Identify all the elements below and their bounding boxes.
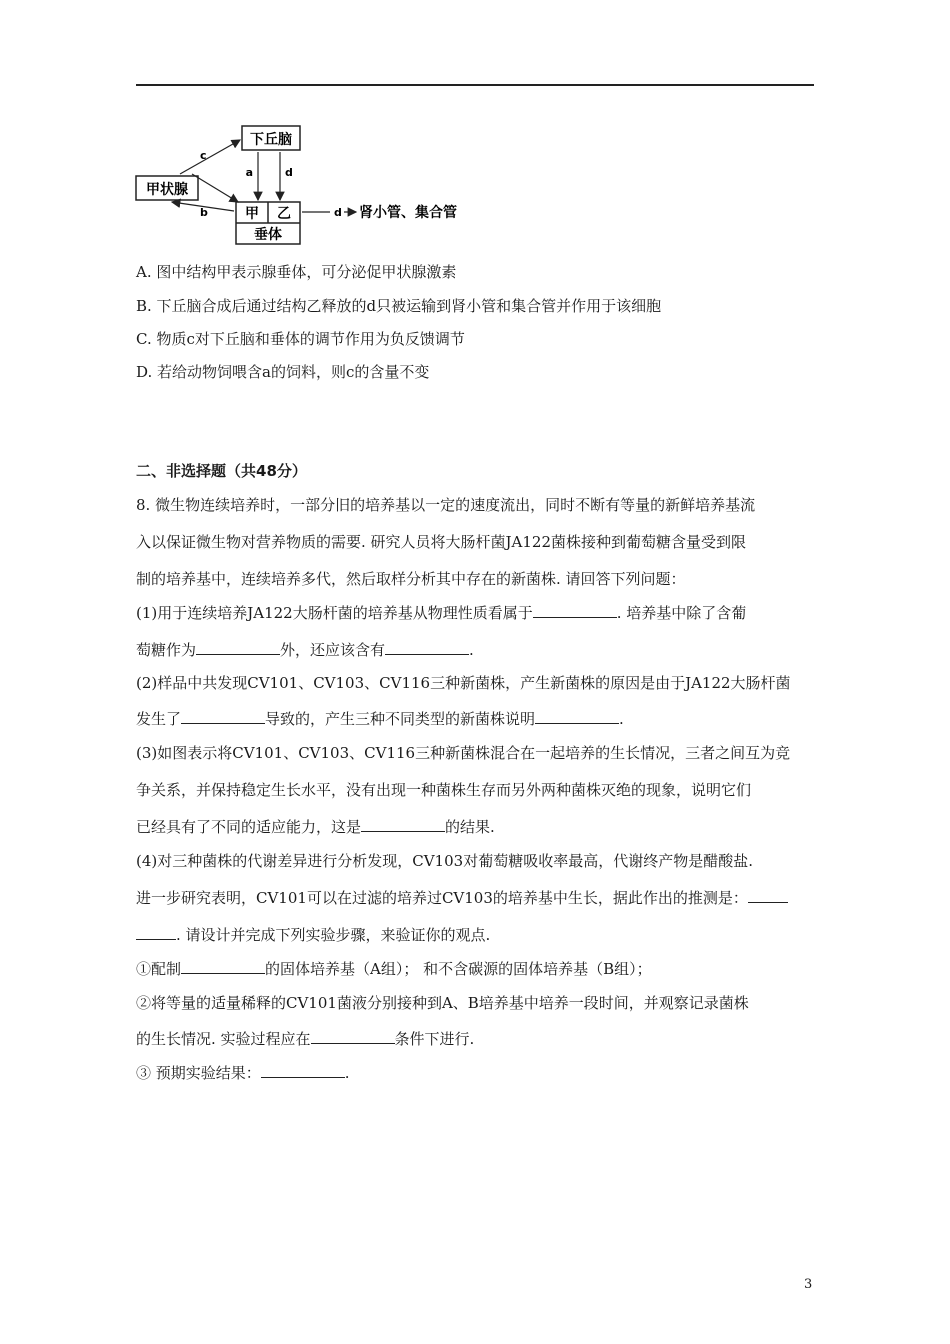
answer-blank[interactable] [385,640,469,655]
hormone-regulation-diagram [130,118,490,258]
label-d-right: d [334,206,342,219]
q8-part1-line1: (1)用于连续培养JA122大肠杆菌的培养基从物理性质看属于 . 培养基中除了含葡 [136,604,747,622]
answer-blank[interactable] [181,959,265,974]
answer-blank[interactable] [181,709,265,724]
answer-blank[interactable] [535,709,619,724]
label-b: b [200,206,208,219]
option-c: C. 物质c对下丘脑和垂体的调节作用为负反馈调节 [136,330,465,348]
option-a: A. 图中结构甲表示腺垂体，可分泌促甲状腺激素 [136,263,457,281]
q8-part3-line2: 争关系，并保持稳定生长水平，没有出现一种菌株生存而另外两种菌株灭绝的现象，说明它们 [136,781,752,799]
q8-part3-line1: (3)如图表示将CV101、CV103、CV116三种新菌株混合在一起培养的生长情况，三者之间互为竞 [136,744,791,762]
q8-part1-line2: 萄糖作为 外，还应该含有 . [136,641,474,659]
q8-step2-line2: 的生长情况. 实验过程应在 条件下进行. [136,1030,475,1048]
q8-part2-line1: (2)样品中共发现CV101、CV103、CV116三种新菌株，产生新菌株的原因是由于JA122大肠杆菌 [136,674,791,692]
answer-blank[interactable] [311,1029,395,1044]
yi-label: 乙 [277,206,291,222]
answer-blank[interactable] [136,925,176,940]
option-b: B. 下丘脑合成后通过结构乙释放的d只被运输到肾小管和集合管并作用于该细胞 [136,297,662,315]
label-a: a [245,166,253,179]
arrow-c-pituitary [192,174,238,202]
thyroid-label: 甲状腺 [146,182,188,198]
option-d: D. 若给动物饲喂含a的饲料，则c的含量不变 [136,363,430,381]
q8-part4-line1: (4)对三种菌株的代谢差异进行分析发现，CV103对葡萄糖吸收率最高，代谢终产物是醋酸盐. [136,852,753,870]
q8-intro-line1: 8. 微生物连续培养时，一部分旧的培养基以一定的速度流出，同时不断有等量的新鲜培养基流 [136,496,756,514]
q8-step3: ③ 预期实验结果： . [136,1064,350,1082]
q8-part4-line2: 进一步研究表明，CV101可以在过滤的培养过CV103的培养基中生长，据此作出的推测是： [136,888,788,908]
answer-blank[interactable] [361,817,445,832]
page-number: 3 [804,1277,813,1292]
arrow-c-hypothalamus [180,140,240,174]
diagram-svg [130,118,490,258]
top-rule [136,84,814,86]
label-d-down: d [285,166,293,179]
kidney-label: 肾小管、集合管 [359,205,457,221]
q8-intro-line2: 入以保证微生物对营养物质的需要. 研究人员将大肠杆菌JA122菌株接种到葡萄糖含量受到限 [136,533,747,551]
q8-intro-line3: 制的培养基中，连续培养多代，然后取样分析其中存在的新菌株. 请回答下列问题： [136,570,686,588]
q8-part4-line3: . 请设计并完成下列实验步骤，来验证你的观点. [136,925,490,945]
answer-blank[interactable] [748,888,788,903]
q8-step1: ①配制 的固体培养基（A组）； 和不含碳源的固体培养基（B组）； [136,960,652,978]
label-c: c [200,149,207,162]
section-title: 二、非选择题（共48分） [136,462,307,480]
answer-blank[interactable] [261,1063,345,1078]
q8-part2-line2: 发生了 导致的，产生三种不同类型的新菌株说明 . [136,710,624,728]
q8-part3-line3: 已经具有了不同的适应能力，这是 的结果. [136,818,495,836]
jia-label: 甲 [245,206,259,222]
answer-blank[interactable] [196,640,280,655]
hypothalamus-label: 下丘脑 [250,132,292,148]
answer-blank[interactable] [533,603,617,618]
pituitary-label: 垂体 [254,227,282,243]
q8-step2-line1: ②将等量的适量稀释的CV101菌液分别接种到A、B培养基中培养一段时间，并观察记录菌株 [136,994,749,1012]
